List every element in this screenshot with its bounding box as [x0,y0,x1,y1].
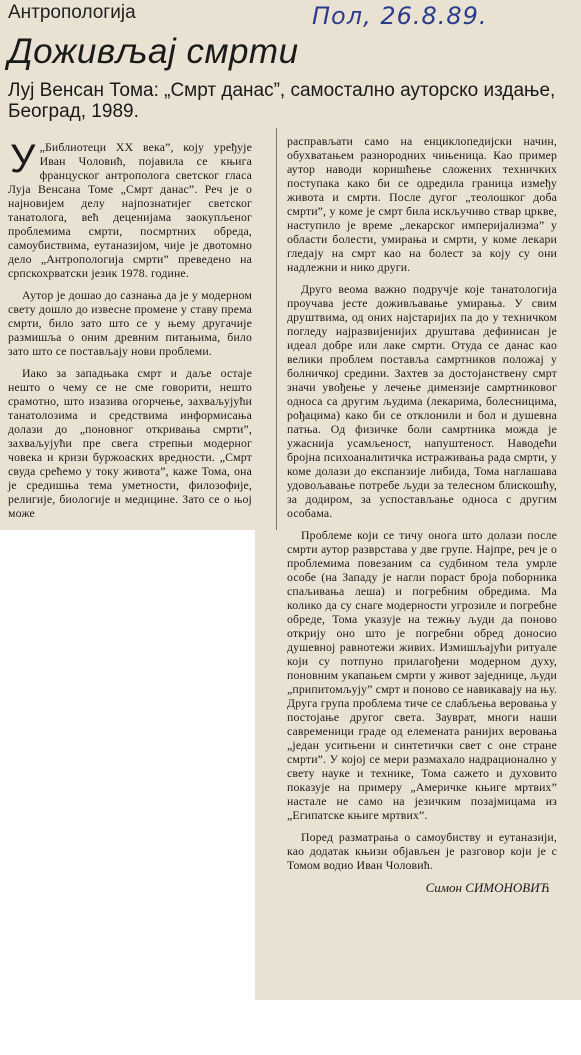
right-paragraph-1: расправљати само на енциклопедијски начин, обухватањем разнородних чињеница. Као пример аутор наводи коришћење сложених техничких поступака како би се одредила граница између живота и смрти. После дугог „теолошког доба смрти”, у коме је смрт била искључиво ствар цркве, наступило је време „лекарског империјализма” у области болести, умирања и смрти, у коме лекари гледају на смрт као на болест за коју су они надлежни и нико други. [287,134,557,274]
drop-cap: У [10,137,36,181]
left-paragraph-3: Иако за западњака смрт и даље остаје нешто о чему се не сме говорити, нешто срамотно, што изазива огорчење, захваљујући танатолозима и средствима информисања долази до „поновног откривања смрти”, захваљујући пре свега стрепњи модерног човека и кризи буржоаских вредности. „Смрт свуда срећемо у току живота”, каже Тома, она је средишња тема уметности, филозофије, религије, биологије и медицине. Зато се о њој може [8,366,252,520]
left-text-column [8,137,252,528]
article-headline: Доживљај смрти [8,32,299,71]
section-rubric: Антропологија [8,2,136,23]
right-text-column [287,134,557,880]
left-paragraph-1: У „Библиотеци XX века”, коју уређује Иван Чоловић, појавила се књига француског антрополога светског гласа Луја Венсана Томе „Смрт данас”. Реч је о најновијем делу најпознатијег светског танатолога, већ деценијама заокупљеног проблемима смрти, посмртних обреда, самоубиствима, еутаназијом, чије је двотомно дело „Антропологија смрти” преведено на српскохрватски језик 1978. године. [8,137,252,280]
left-paragraph-2: Аутор је дошао до сазнања да је у модерном свету дошло до извесне промене у ставу према смрти, било зато што се у њему другачије размишља о оним древним питањима, било зато што се постављају нови проблеми. [8,288,252,358]
right-paragraph-3: Проблеме који се тичу онога што долази после смрти аутор разврстава у две групе. Најпре, реч је о проблемима повезаним са судбином тела умрле особе (на Западу је нагли пораст броја поборника спаљивања леша) и погребним обредима. Ма колико да су снаге модерности угрозиле и погребне обреде, Тома указује на тежњу људи да поново открију оно што је погребни обред доносио душевној равнотежи живих. Измишљајући ритуале који су потпуно прилагођени модерном духу, поновним укапањем смрти у живот заједнице, људи „припитомљују” смрт и поново се навикавају на њу. Друга група проблема тиче се слабљења веровања у постојање другог света. Зауврат, многи наши савременици граде од елемената ранијих веровања „један уситњени и синтетички свет с оне стране смрти”. У којој се мери размахало надрационално у свету науке и технике, Тома сажето и духовито показује на примеру „Америчке књиге мртвих” настале не само на језичким позајмицама из „Египатске књиге мртвих”. [287,528,557,822]
article-subheadline: Луј Венсан Тома: „Смрт данас”, самостално ауторско издање, Београд, 1989. [8,80,556,122]
column-divider [276,128,277,530]
right-paragraph-4: Поред разматрања о самоубиству и еутаназији, као додатак књизи објављен је разговор који је с Томом водио Иван Чоловић. [287,830,557,872]
author-signature: Симон СИМОНОВИЋ [425,880,550,895]
handwritten-date-note: Пол, 26.8.89. [312,2,488,30]
right-paragraph-2: Друго веома важно подручје које танатологија проучава јесте доживљавање умирања. У свим друштвима, од оних најстаријих па до у техничком погледу најразвијенијих друштава дефинисан је идеал добре или лаке смрти. Отуда се данас као велики проблем поставља самртников положај у болничкој средини. Захтев за достојанствену смрт значи увођење у лечење димензије самртниковог односа са другим људима (лекарима, болесницима, рођацима) како би се отклонили и бол и душевна патња. Од физичке боли самртника можда је ужаснија усамљеност, напуштеност. Наводећи бројна психоаналитичка истраживања рада смрти, у коме долази до експанзије либида, Тома наглашава удовољавање потребе људи за телесном блискошћу, за додиром, за успостављање односа с другим особама. [287,282,557,520]
